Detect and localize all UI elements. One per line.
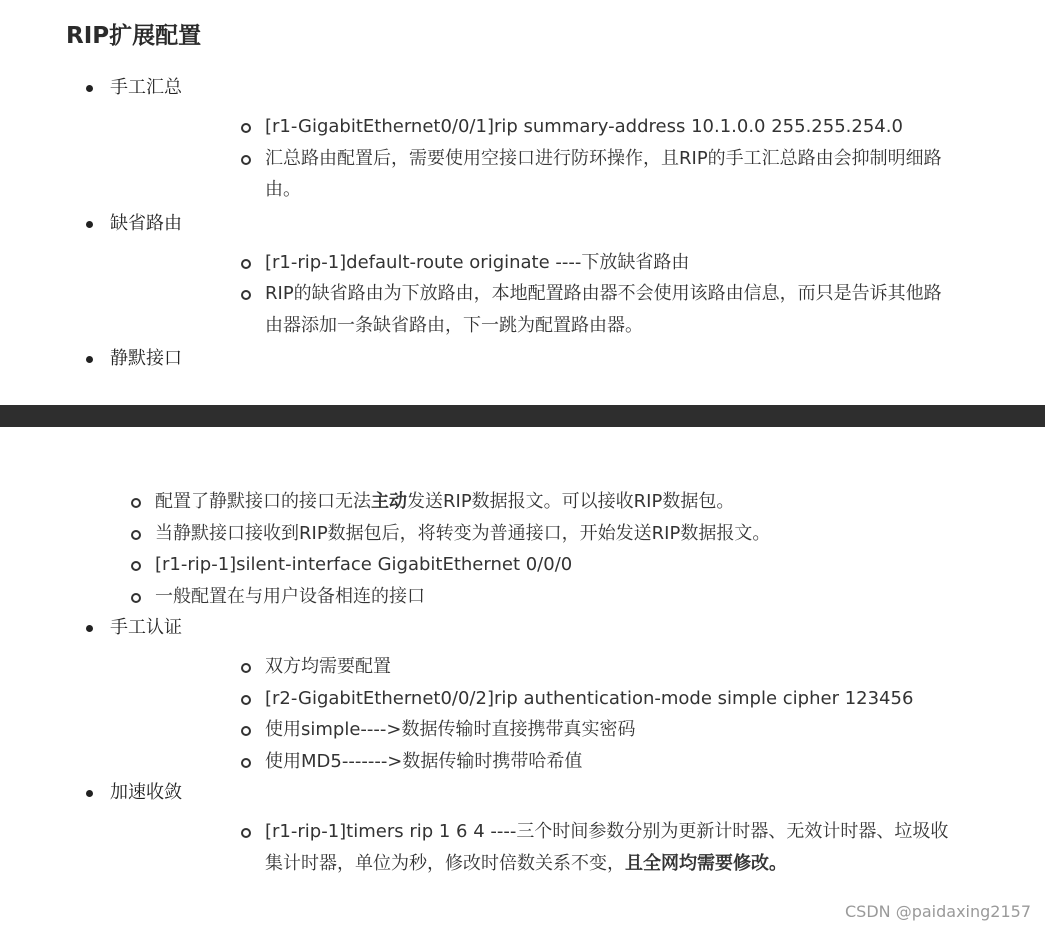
page-title: RIP扩展配置 bbox=[66, 23, 202, 49]
bold-text: 主动 bbox=[371, 491, 407, 512]
text-segment: [r1-rip-1]timers rip 1 6 4 ----三个时间参数分别为更新计时器、无效计时器、垃圾收集计时器，单位为秒，修改时倍数关系不变， bbox=[265, 821, 949, 874]
sublist bbox=[110, 651, 1045, 777]
sublist-item bbox=[155, 486, 1045, 518]
sublist-item: 使用MD5------->数据传输时携带哈希值 bbox=[265, 746, 1045, 778]
sublist-item: 汇总路由配置后，需要使用空接口进行防环操作，且RIP的手工汇总路由会抑制明细路由。 bbox=[265, 143, 1045, 206]
text-segment: 配置了静默接口的接口无法 bbox=[155, 491, 371, 512]
item-label: 手工汇总 bbox=[110, 77, 182, 98]
sublist-item: 当静默接口接收到RIP数据包后，将转变为普通接口，开始发送RIP数据报文。 bbox=[155, 518, 1045, 550]
top-list bbox=[0, 72, 1045, 374]
sublist-item: [r1-rip-1]silent-interface GigabitEthernet 0/0/0 bbox=[155, 549, 1045, 581]
bottom-list bbox=[0, 486, 1045, 879]
sublist-item: 使用simple---->数据传输时直接携带真实密码 bbox=[265, 714, 1045, 746]
item-label: 缺省路由 bbox=[110, 212, 182, 234]
list-item-manual-auth bbox=[0, 612, 1045, 777]
item-label: 手工认证 bbox=[110, 617, 182, 638]
sublist-item: [r1-GigabitEthernet0/0/1]rip summary-address 10.1.0.0 255.255.254.0 bbox=[265, 111, 1045, 143]
sublist-item: 双方均需要配置 bbox=[265, 651, 1045, 683]
sublist-item: RIP的缺省路由为下放路由，本地配置路由器不会使用该路由信息，而只是告诉其他路由器添加一条缺省路由，下一跳为配置路由器。 bbox=[265, 278, 1045, 341]
sublist-item: [r1-rip-1]default-route originate ----下放缺省路由 bbox=[265, 247, 1045, 279]
sublist-item bbox=[265, 816, 1045, 879]
list-item-default-route bbox=[0, 208, 1045, 342]
item-label: 静默接口 bbox=[110, 348, 182, 369]
sublist-item: [r2-GigabitEthernet0/0/2]rip authentication-mode simple cipher 123456 bbox=[265, 683, 1045, 715]
text-segment: 发送RIP数据报文。可以接收RIP数据包。 bbox=[407, 491, 735, 512]
list-item-manual-summary bbox=[0, 72, 1045, 206]
section-divider-band bbox=[0, 405, 1045, 427]
sublist bbox=[110, 111, 1045, 206]
sublist bbox=[110, 247, 1045, 342]
sublist bbox=[110, 816, 1045, 879]
sublist bbox=[0, 486, 1045, 612]
item-label: 加速收敛 bbox=[110, 782, 182, 803]
bold-text: 且全网均需要修改。 bbox=[625, 852, 787, 874]
sublist-item: 一般配置在与用户设备相连的接口 bbox=[155, 581, 1045, 613]
list-item-silent-interface bbox=[0, 343, 1045, 374]
list-item-fast-convergence bbox=[0, 777, 1045, 879]
silent-interface-continued bbox=[0, 486, 1045, 612]
watermark: CSDN @paidaxing2157 bbox=[845, 902, 1031, 921]
